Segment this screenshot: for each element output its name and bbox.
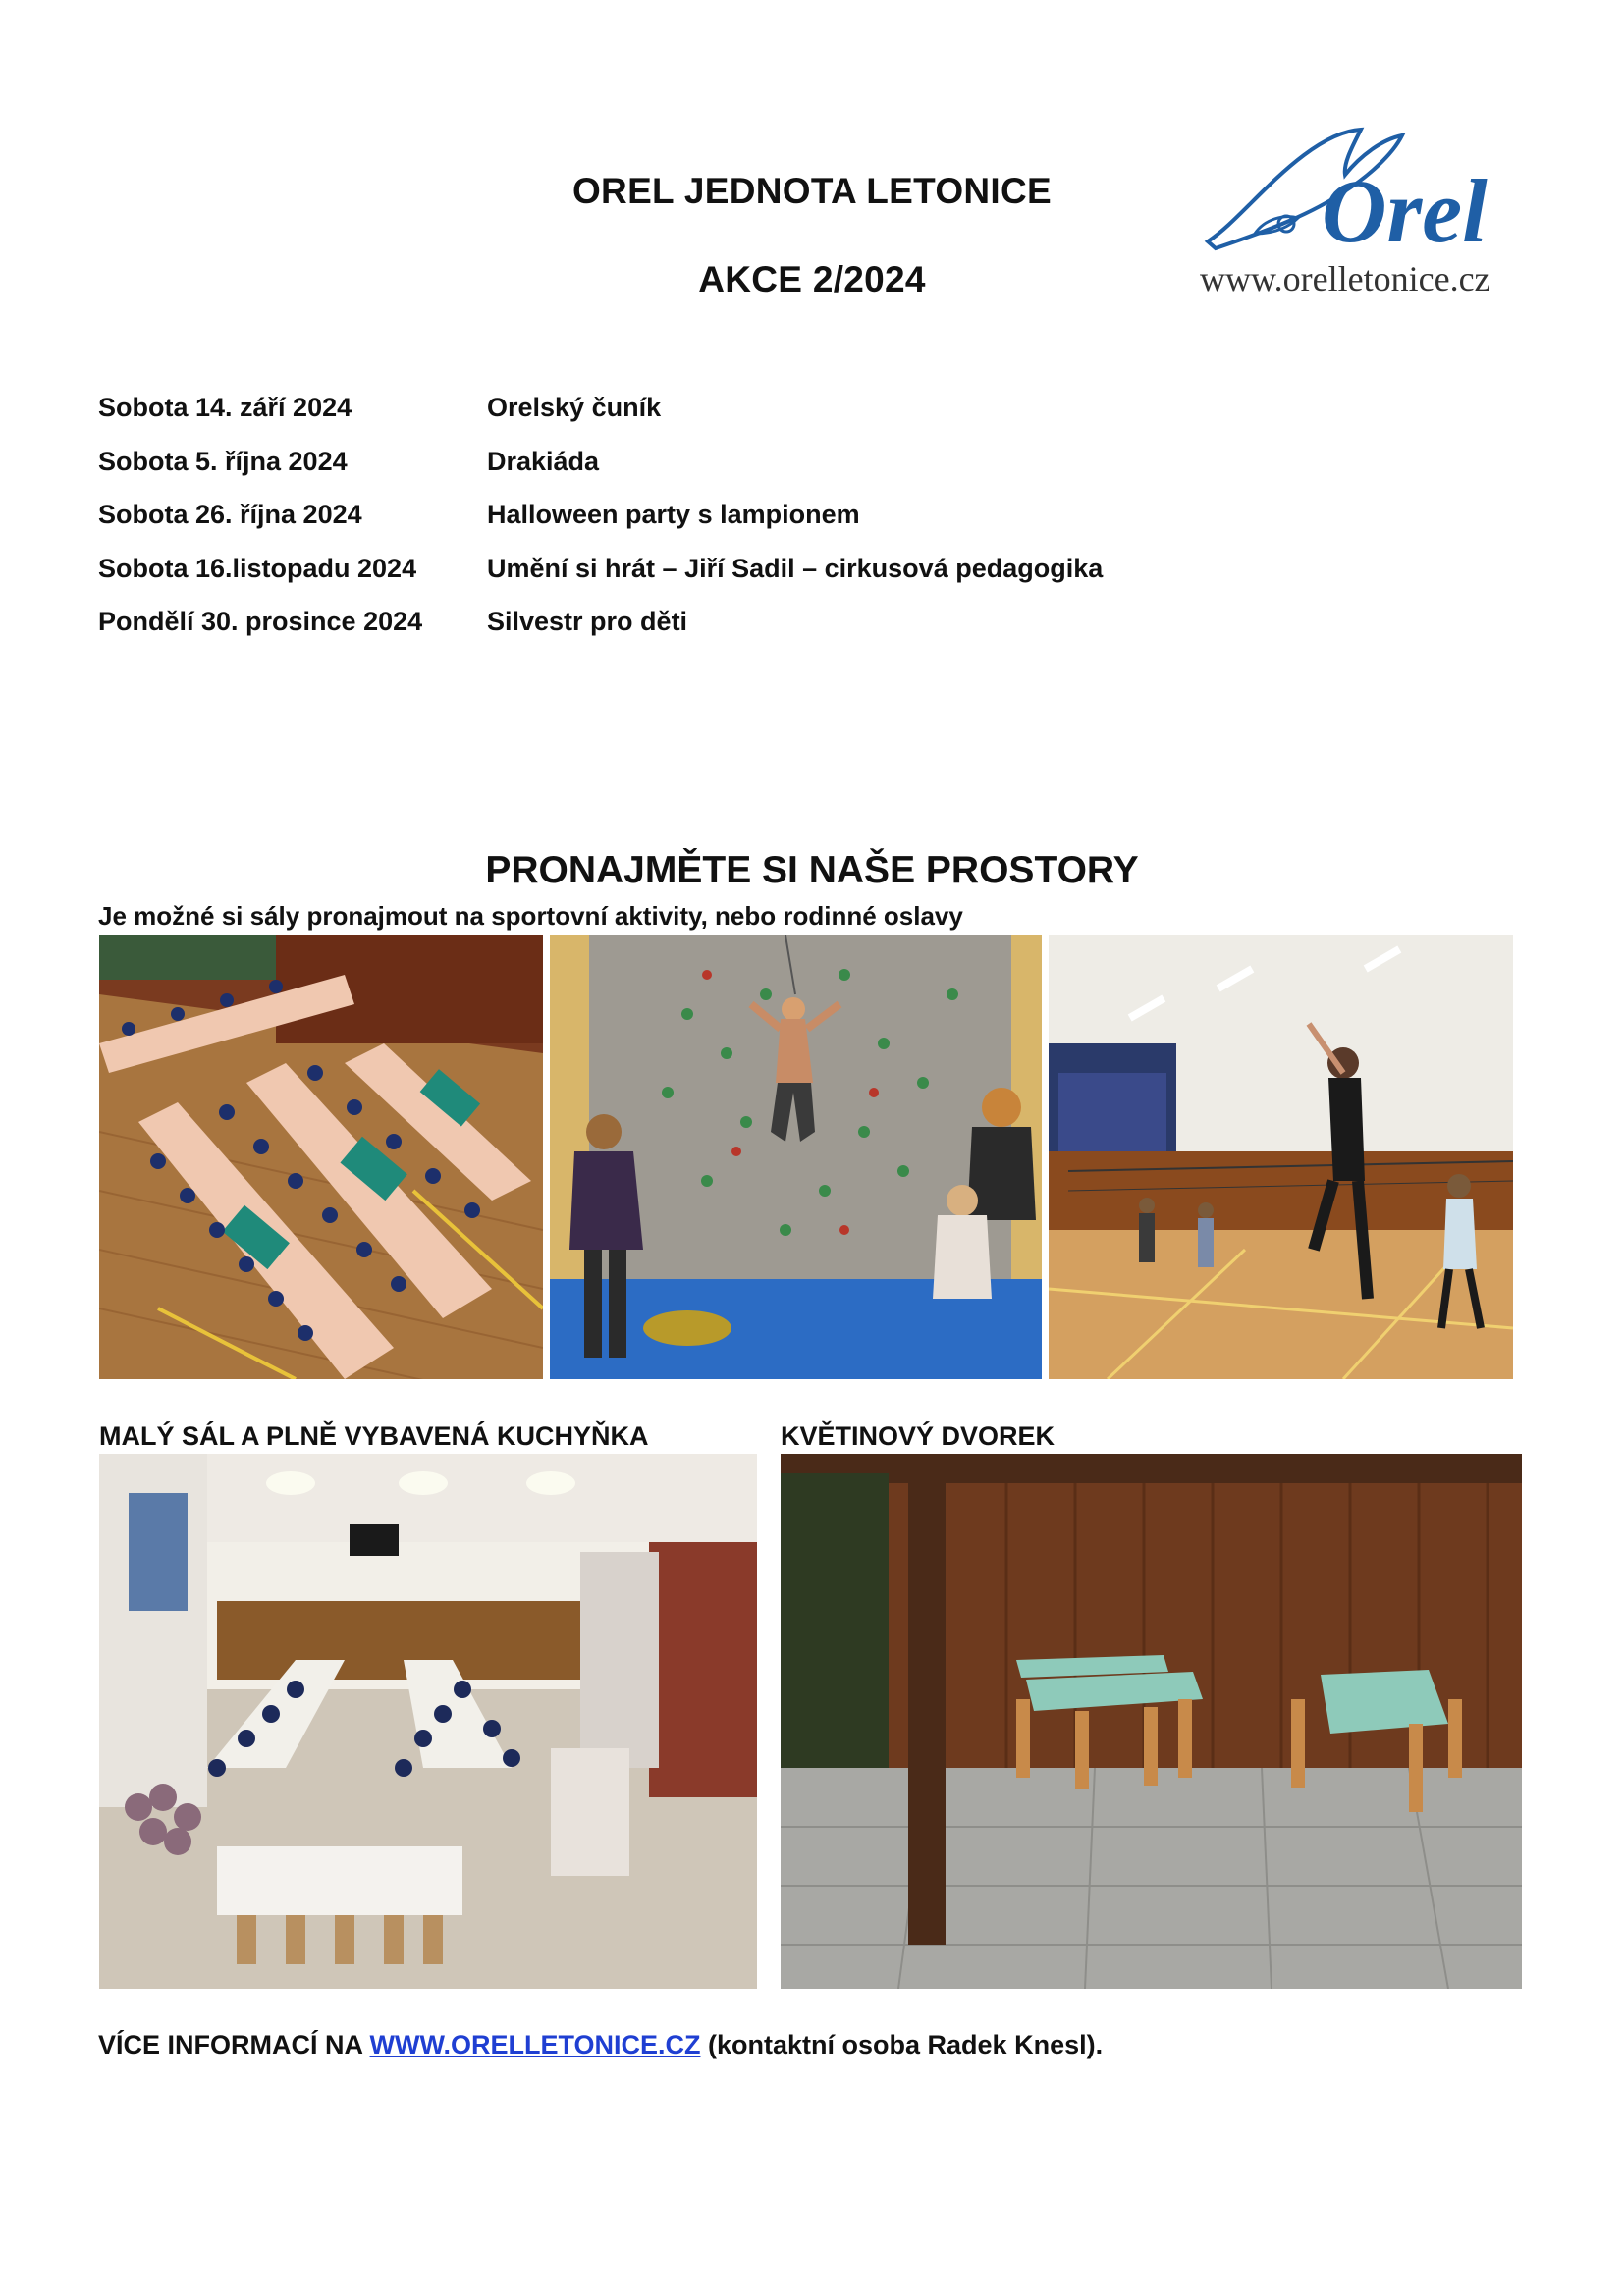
event-row <box>98 447 1178 501</box>
event-date: Sobota 5. října 2024 <box>98 446 348 476</box>
event-name: Silvestr pro děti <box>487 607 688 636</box>
footer-prefix: VÍCE INFORMACÍ NA <box>98 2030 362 2059</box>
courtyard-photo <box>781 1454 1522 1989</box>
footer-line <box>98 2030 1103 2060</box>
caption-small-hall: MALÝ SÁL A PLNĚ VYBAVENÁ KUCHYŇKA <box>99 1421 649 1451</box>
rental-title: PRONAJMĚTE SI NAŠE PROSTORY <box>485 849 1139 891</box>
event-row <box>98 607 1178 661</box>
event-date: Sobota 16.listopadu 2024 <box>98 553 417 583</box>
footer-suffix: (kontaktní osoba Radek Knesl). <box>708 2030 1104 2059</box>
event-date: Sobota 26. října 2024 <box>98 500 362 529</box>
event-name: Umění si hrát – Jiří Sadil – cirkusová pedagogika <box>487 553 1104 583</box>
small-hall-photo <box>99 1454 757 1989</box>
website-link[interactable]: WWW.ORELLETONICE.CZ <box>369 2030 701 2059</box>
event-row <box>98 500 1178 554</box>
event-date: Pondělí 30. prosince 2024 <box>98 607 423 636</box>
climbing-wall-photo <box>550 935 1042 1379</box>
event-row <box>98 393 1178 447</box>
event-date: Sobota 14. září 2024 <box>98 393 352 422</box>
rental-subtitle: Je možné si sály pronajmout na sportovní aktivity, nebo rodinné oslavy <box>98 901 963 931</box>
event-row <box>98 554 1178 608</box>
event-name: Drakiáda <box>487 446 600 476</box>
event-name: Orelský čuník <box>487 393 662 422</box>
page-subtitle: AKCE 2/2024 <box>698 259 926 299</box>
logo-url: www.orelletonice.cz <box>1200 259 1490 298</box>
event-name: Halloween party s lampionem <box>487 500 860 529</box>
events-list <box>98 393 1178 661</box>
orel-logo <box>1196 116 1571 302</box>
org-title: OREL JEDNOTA LETONICE <box>571 171 1053 211</box>
logo-wordmark: Orel <box>1322 161 1488 261</box>
badminton-gym-photo <box>1049 935 1513 1379</box>
banquet-hall-photo <box>99 935 543 1379</box>
caption-courtyard: KVĚTINOVÝ DVOREK <box>781 1421 1056 1451</box>
